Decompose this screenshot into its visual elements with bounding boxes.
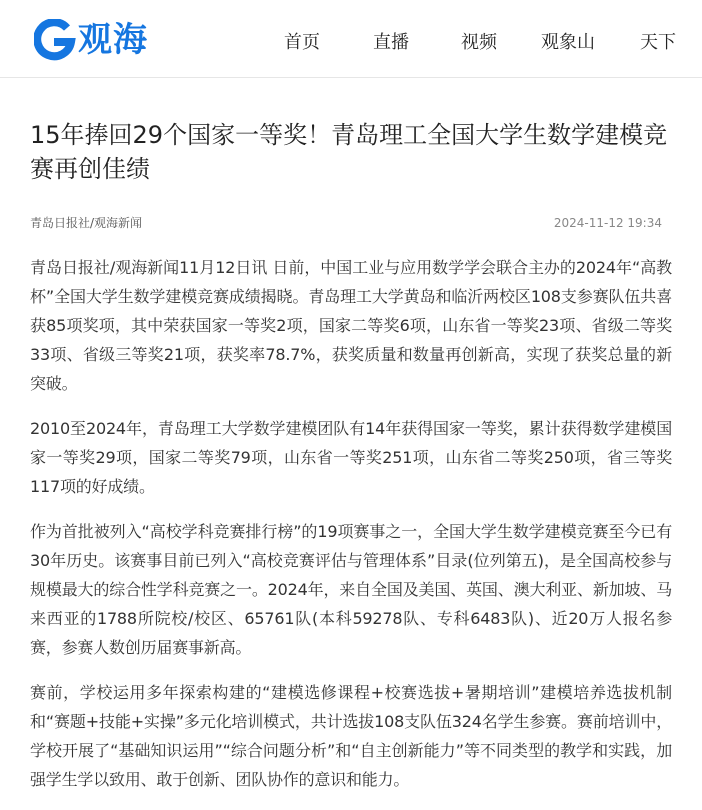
nav-item-live[interactable]: 直播 — [373, 32, 409, 53]
article-meta — [30, 213, 662, 233]
article-paragraph: 赛前，学校运用多年探索构建的“建模选修课程+校赛选拔+暑期培训”建模培养选拔机制和“赛题+技能+实操”多元化培训模式，共计选拔108支队伍324名学生参赛。赛前培训中，学校开展了“基础知识运用”“综合问题分析”和“自主创新能力”等不同类型的教学和实践，加强学生学以致用、敢于创新、团队协作的意识和能力。 — [30, 683, 672, 789]
nav-item-world[interactable]: 天下 — [640, 32, 676, 53]
article-title: 15年捧回29个国家一等奖！青岛理工全国大学生数学建模竞赛再创佳绩 — [30, 121, 668, 183]
article-paragraph: 作为首批被列入“高校学科竞赛排行榜”的19项赛事之一，全国大学生数学建模竞赛至今已有30年历史。该赛事目前已列入“高校竞赛评估与管理体系”目录(位列第五)，是全国高校参与规模最大的综合性学科竞赛之一。2024年，来自全国及美国、英国、澳大利亚、新加坡、马来西亚的1788所院校/校区、65761队(本科59278队、专科6483队)、近20万人报名参赛，参赛人数创历届赛事新高。 — [30, 522, 672, 657]
nav-item-video[interactable]: 视频 — [461, 32, 497, 53]
top-navigation-bar — [0, 0, 702, 78]
logo-text: 观海 — [78, 20, 148, 60]
nav-item-home[interactable]: 首页 — [284, 32, 320, 53]
article-paragraph: 青岛日报社/观海新闻11月12日讯 日前，中国工业与应用数学学会联合主办的2024年“高教杯”全国大学生数学建模竞赛成绩揭晓。青岛理工大学黄岛和临沂两校区108支参赛队伍共喜获85项奖项，其中荣获国家一等奖2项，国家二等奖6项，山东省一等奖23项、省级二等奖33项、省级三等奖21项，获奖率78.7%，获奖质量和数量再创新高，实现了获奖总量的新突破。 — [30, 258, 672, 393]
article-source: 青岛日报社/观海新闻 — [30, 216, 143, 230]
article-paragraph: 2010至2024年，青岛理工大学数学建模团队有14年获得国家一等奖，累计获得数学建模国家一等奖29项，国家二等奖79项，山东省一等奖251项，山东省二等奖250项，省三等奖117项的好成绩。 — [30, 419, 672, 496]
article-body — [30, 253, 672, 810]
nav-item-guanxiangshan[interactable]: 观象山 — [541, 32, 595, 53]
article-date: 2024-11-12 19:34 — [553, 216, 662, 230]
main-nav — [0, 30, 702, 56]
